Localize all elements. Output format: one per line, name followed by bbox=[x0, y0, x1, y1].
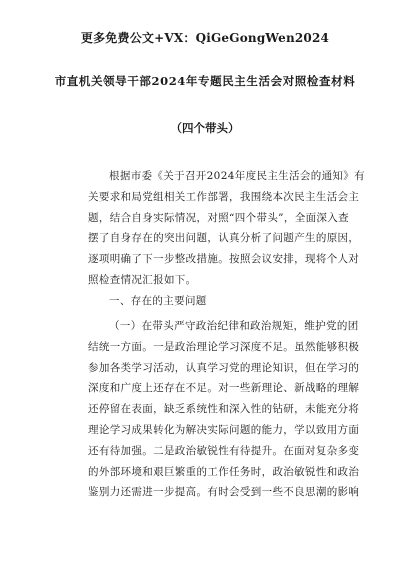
paragraph-line: 摆了自身存在的突出问题，认真分析了问题产生的原因， bbox=[88, 232, 360, 245]
section-heading-text: 一、存在的主要问题 bbox=[109, 295, 207, 307]
paragraph-line: 照检查情况汇报如下。 bbox=[88, 273, 197, 286]
paragraph-line: 参加各类学习活动，认真学习党的理论知识，但在学习的 bbox=[88, 361, 360, 374]
intro-paragraph bbox=[88, 166, 365, 291]
paragraph-line: 还停留在表面，缺乏系统性和深入性的钻研，未能充分将 bbox=[88, 403, 360, 416]
paragraph-line: 结统一方面。一是政治理论学习深度不足。虽然能够积极 bbox=[88, 340, 360, 353]
paragraph-line: 鉴别力还需进一步提高。有时会受到一些不良思潮的影响 bbox=[88, 486, 360, 499]
document-title: 市直机关领导干部2024年专题民主生活会对照检查材料 bbox=[54, 74, 356, 88]
paragraph-line: 理论学习成果转化为解决实际问题的能力，学以致用方面 bbox=[88, 423, 360, 436]
paragraph-line: 关要求和局党组相关工作部署，我围绕本次民主生活会主 bbox=[88, 190, 360, 203]
paragraph-line: 根据市委《关于召开2024年度民主生活会的通知》有 bbox=[109, 170, 365, 182]
watermark-text: 更多免费公文+VX：QiGeGongWen2024 bbox=[80, 31, 330, 45]
paragraph-line: 的外部环境和艰巨繁重的工作任务时，政治敏锐性和政治 bbox=[88, 465, 360, 478]
paragraph-line: 逐项明确了下一步整改措施。按照会议安排，现将个人对 bbox=[88, 253, 360, 266]
paragraph-line: 还有待加强。二是政治敏锐性有待提升。在面对复杂多变 bbox=[88, 444, 360, 457]
section-heading bbox=[88, 291, 350, 312]
section-paragraph bbox=[88, 316, 360, 503]
paragraph-line: 题，结合自身实际情况，对照“四个带头”，全面深入查 bbox=[88, 211, 349, 224]
paragraph-line: 深度和广度上还存在不足。对一些新理论、新战略的理解 bbox=[88, 382, 360, 395]
paragraph-line: （一）在带头严守政治纪律和政治规矩，维护党的团 bbox=[109, 320, 359, 332]
document-subtitle: （四个带头） bbox=[170, 121, 240, 135]
